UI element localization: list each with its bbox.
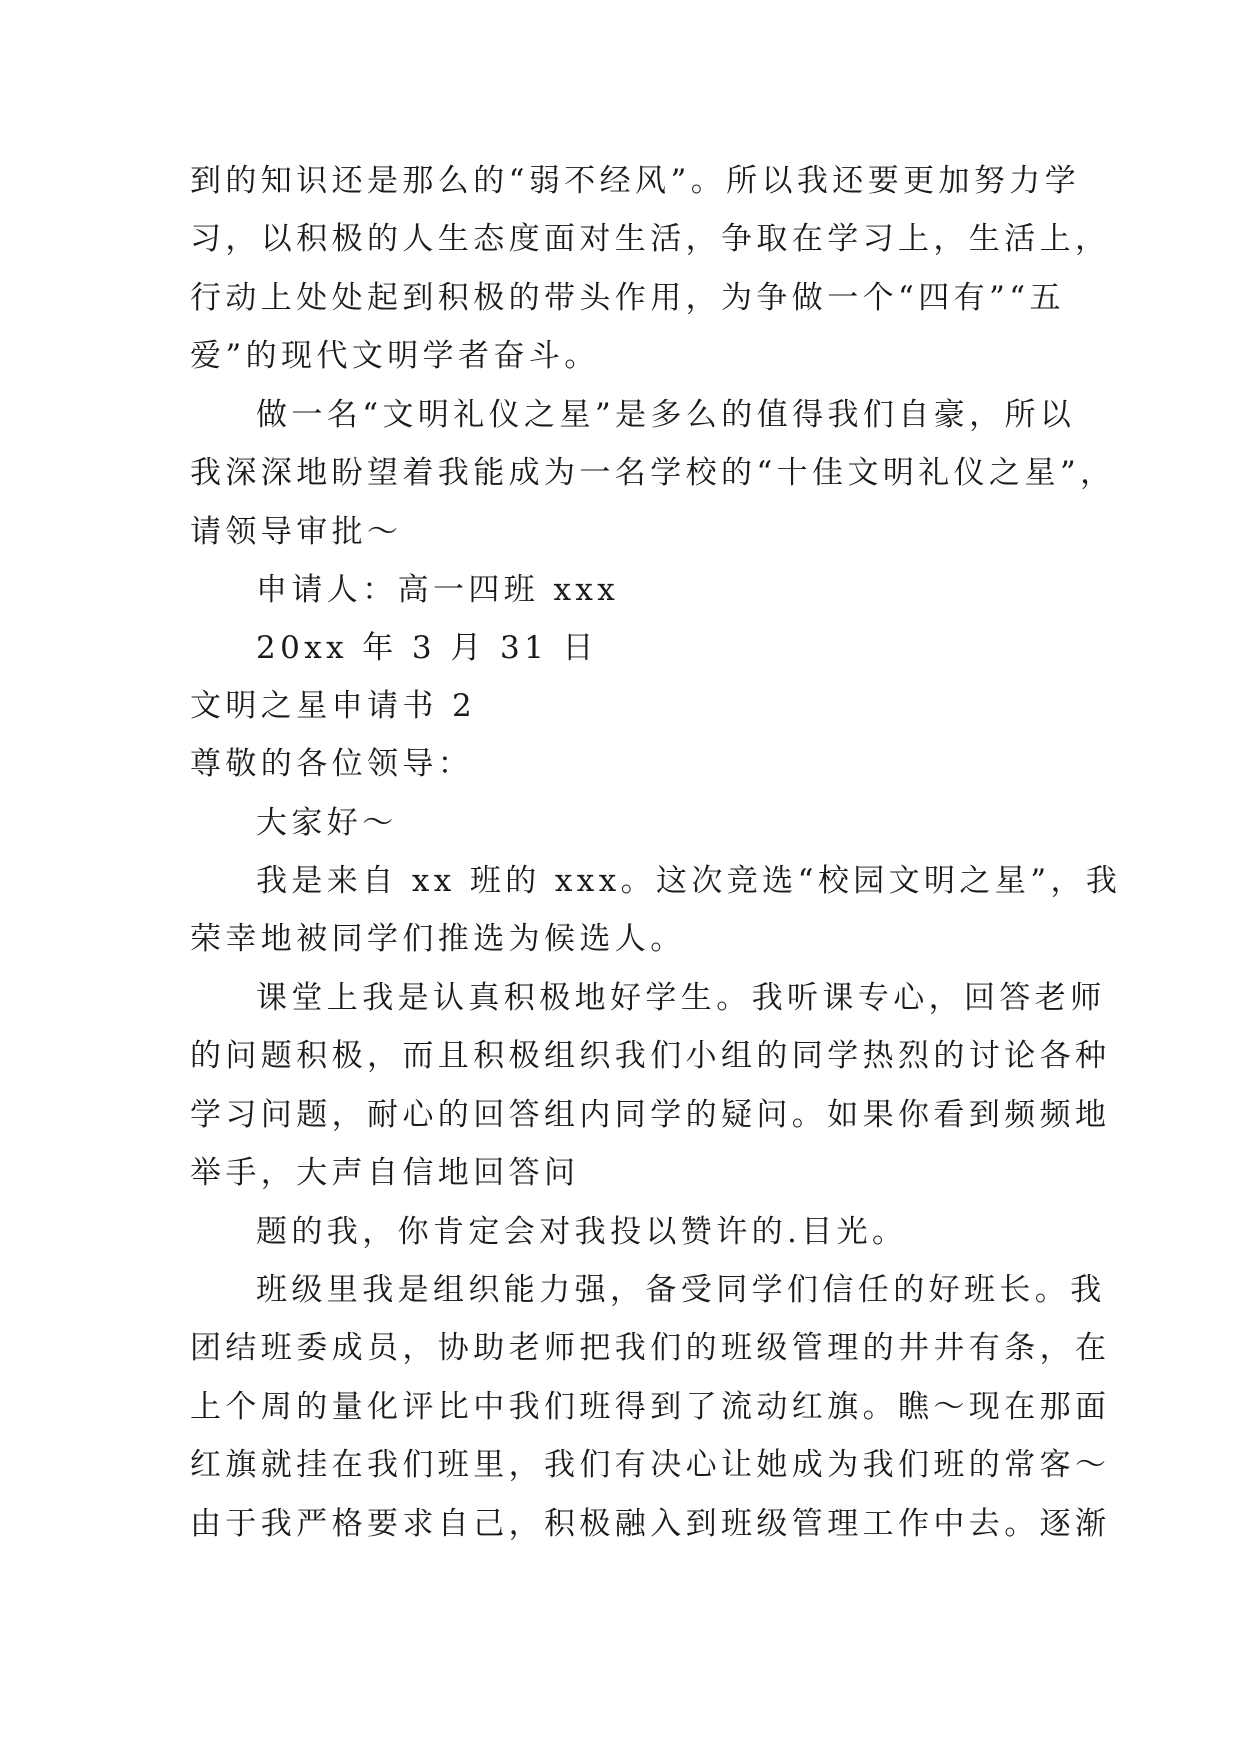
paragraph-first-line: 做一名“文明礼仪之星”是多么的值得我们自豪，所以	[256, 397, 1076, 433]
paragraph-first-line: 班级里我是组织能力强，备受同学们信任的好班长。我	[256, 1272, 1106, 1308]
applicant-line: 申请人：高一四班 xxx	[256, 572, 620, 608]
text-line: 举手，大声自信地回答问	[190, 1155, 580, 1191]
date-line: 20xx 年 3 月 31 日	[256, 630, 598, 666]
salutation: 尊敬的各位领导：	[190, 746, 474, 782]
greeting: 大家好～	[256, 805, 398, 841]
text-line: 团结班委成员，协助老师把我们的班级管理的井井有条，在	[190, 1330, 1111, 1366]
section-title: 文明之星申请书 2	[190, 688, 477, 724]
text-line: 我深深地盼望着我能成为一名学校的“十佳文明礼仪之星”，	[190, 455, 1116, 491]
text-line: 由于我严格要求自己，积极融入到班级管理工作中去。逐渐	[190, 1506, 1111, 1542]
paragraph-first-line: 题的我，你肯定会对我投以赞许的.目光。	[256, 1214, 908, 1250]
text-line: 红旗就挂在我们班里，我们有决心让她成为我们班的常客～	[190, 1447, 1111, 1483]
text-line: 到的知识还是那么的“弱不经风”。所以我还要更加努力学	[190, 163, 1081, 199]
text-line: 习，以积极的人生态度面对生活，争取在学习上，生活上，	[190, 221, 1111, 257]
text-line: 请领导审批～	[190, 514, 403, 550]
text-line: 学习问题，耐心的回答组内同学的疑问。如果你看到频频地	[190, 1097, 1111, 1133]
text-line: 行动上处处起到积极的带头作用，为争做一个“四有”“五	[190, 280, 1065, 316]
text-line: 荣幸地被同学们推选为候选人。	[190, 921, 686, 957]
text-line: 爱”的现代文明学者奋斗。	[190, 338, 600, 374]
text-line: 上个周的量化评比中我们班得到了流动红旗。瞧～现在那面	[190, 1389, 1111, 1425]
paragraph-first-line: 我是来自 xx 班的 xxx。这次竞选“校园文明之星”，我	[256, 863, 1122, 899]
paragraph-first-line: 课堂上我是认真积极地好学生。我听课专心，回答老师	[256, 980, 1106, 1016]
text-line: 的问题积极，而且积极组织我们小组的同学热烈的讨论各种	[190, 1038, 1111, 1074]
